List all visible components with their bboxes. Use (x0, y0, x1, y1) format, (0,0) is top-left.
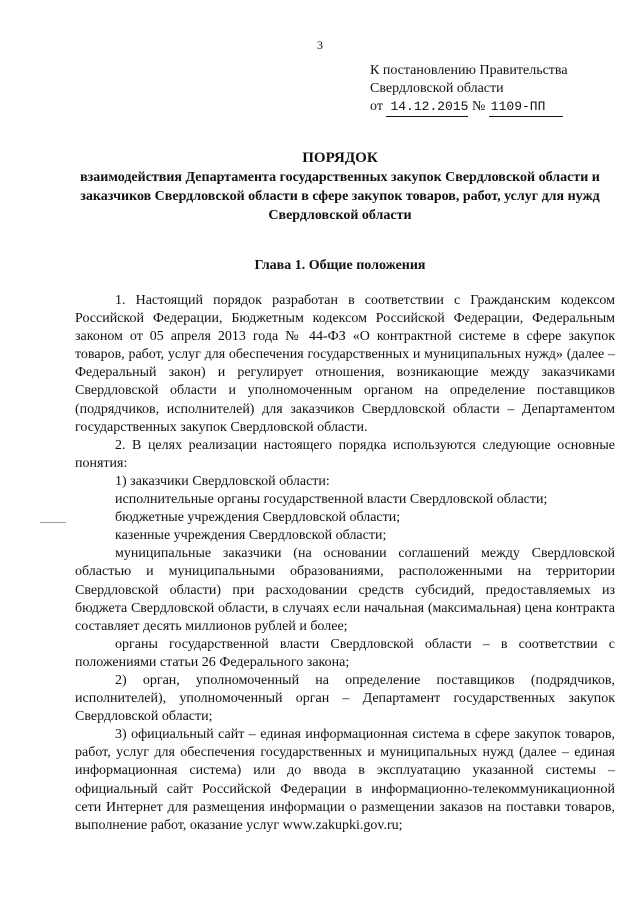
number-label: № (471, 99, 486, 114)
paragraph: 1. Настоящий порядок разработан в соответствии с Гражданским кодексом Российской Федерации, Бюджетным кодексом Российской Федерации, Федеральным законом от 05 апреля 2013 года № 44-ФЗ «О контрактной системе в сфере закупок товаров, работ, услуг для обеспечения государственных и муниципальных нужд» (далее – Федеральный закон) и регулирует отношения, возникающие между заказчиками Свердловской области и уполномоченным органом на определение поставщиков (подрядчиков, исполнителей) для заказчиков Свердловской области – Департаментом государственных закупок Свердловской области. (75, 293, 615, 435)
approval-line-3 (370, 98, 568, 117)
body-text (75, 292, 615, 835)
paragraph: исполнительные органы государственной власти Свердловской области; (115, 492, 548, 508)
approval-line-1: К постановлению Правительства (370, 63, 568, 78)
paragraph: 1) заказчики Свердловской области: (115, 473, 330, 489)
approval-line-2: Свердловской области (370, 81, 504, 96)
paragraph: 2) орган, уполномоченный на определение поставщиков (подрядчиков, исполнителей), уполномоченный орган – Департамент государственных закупок Свердловской области; (75, 672, 615, 725)
decree-number: 1109-ПП (489, 98, 563, 117)
from-label: от (370, 99, 383, 114)
document-subtitle: взаимодействия Департамента государственных закупок Свердловской области и заказчиков Свердловской области в сфере закупок товаров, работ, услуг для нужд Свердловской области (80, 170, 600, 223)
document-title-block (60, 148, 620, 225)
chapter-heading: Глава 1. Общие положения (254, 258, 426, 273)
margin-mark (40, 522, 66, 523)
paragraph: бюджетные учреждения Свердловской области; (115, 510, 401, 526)
document-title: ПОРЯДОК (302, 150, 378, 166)
approval-block (370, 62, 568, 117)
paragraph: 3) официальный сайт – единая информационная система в сфере закупок товаров, работ, услуг для обеспечения государственных и муниципальных нужд (далее – единая информационная система) или до ввода в эксплуатацию указанной системы – официальный сайт Российской Федерации в информационно-телекоммуникационной сети Интернет для размещения информации о размещении заказов на поставки товаров, выполнение работ, оказание услуг www.zakupki.gov.ru; (75, 727, 615, 833)
page-number: 3 (317, 38, 323, 52)
paragraph: 2. В целях реализации настоящего порядка используются следующие основные понятия: (75, 437, 615, 471)
paragraph: муниципальные заказчики (на основании соглашений между Свердловской областью и муниципальными образованиями, расположенными на территории Свердловской области) при расходовании средств субсидий, предоставляемых из бюджета Свердловской области, в случаях если начальная (максимальная) цена контракта составляет десять миллионов рублей и более; (75, 546, 615, 634)
decree-date: 14.12.2015 (386, 98, 468, 117)
paragraph: казенные учреждения Свердловской области; (115, 528, 387, 544)
paragraph: органы государственной власти Свердловской области – в соответствии с положениями статьи 26 Федерального закона; (75, 636, 615, 670)
